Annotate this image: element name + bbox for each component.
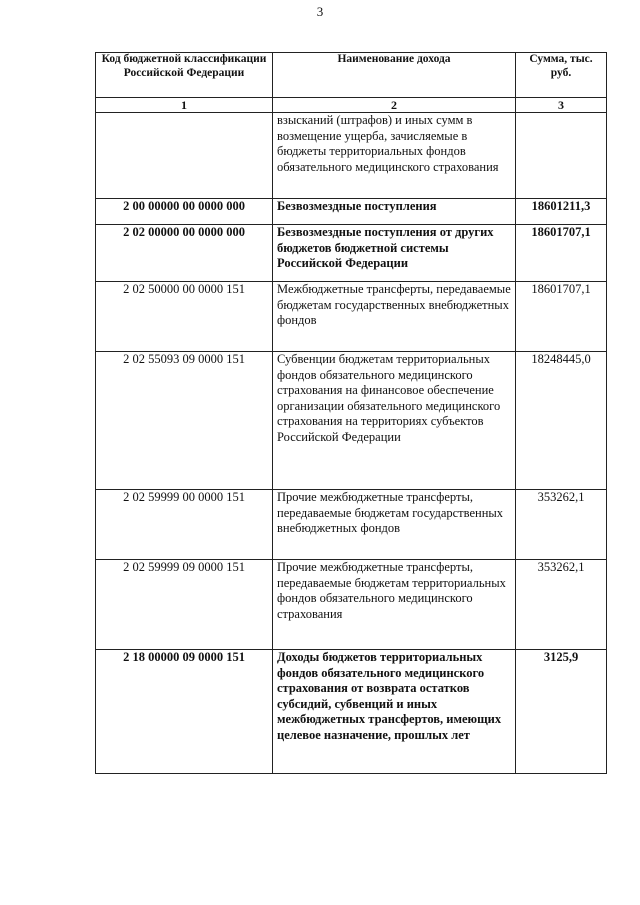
row-amount: 18601211,3 — [516, 199, 607, 225]
row-name: Прочие межбюджетные трансферты, передаваемые бюджетам территориальных фондов обязательного медицинского страхования — [273, 560, 516, 650]
column-number-row — [96, 98, 607, 113]
row-amount: 18601707,1 — [516, 282, 607, 352]
table-row — [96, 490, 607, 560]
row-code: 2 18 00000 09 0000 151 — [96, 650, 273, 774]
row-code: 2 02 00000 00 0000 000 — [96, 225, 273, 282]
row-amount: 353262,1 — [516, 490, 607, 560]
row-code — [96, 113, 273, 199]
row-code: 2 02 59999 00 0000 151 — [96, 490, 273, 560]
column-number: 2 — [273, 98, 516, 113]
header-code: Код бюджетной классификации Российской Федерации — [96, 53, 273, 98]
page-number: 3 — [316, 4, 324, 19]
row-code: 2 02 55093 09 0000 151 — [96, 352, 273, 490]
row-code: 2 00 00000 00 0000 000 — [96, 199, 273, 225]
column-number: 1 — [96, 98, 273, 113]
table-row — [96, 113, 607, 199]
table-header-row — [96, 53, 607, 98]
table-row — [96, 560, 607, 650]
row-amount: 353262,1 — [516, 560, 607, 650]
row-name: взысканий (штрафов) и иных сумм в возмещение ущерба, зачисляемые в бюджеты территориальных фондов обязательного медицинского страхования — [273, 113, 516, 199]
table-row — [96, 225, 607, 282]
row-amount: 18248445,0 — [516, 352, 607, 490]
revenue-table — [95, 52, 607, 774]
row-name: Межбюджетные трансферты, передаваемые бюджетам государственных внебюджетных фондов — [273, 282, 516, 352]
row-code: 2 02 59999 09 0000 151 — [96, 560, 273, 650]
row-name: Безвозмездные поступления — [273, 199, 516, 225]
column-number: 3 — [516, 98, 607, 113]
row-name: Субвенции бюджетам территориальных фондов обязательного медицинского страхования на финансовое обеспечение организации обязательного медицинского страхования на территориях субъектов Российской Федерации — [273, 352, 516, 490]
table-row — [96, 282, 607, 352]
table-row — [96, 352, 607, 490]
row-code: 2 02 50000 00 0000 151 — [96, 282, 273, 352]
row-name: Прочие межбюджетные трансферты, передаваемые бюджетам государственных внебюджетных фондов — [273, 490, 516, 560]
table-row — [96, 199, 607, 225]
header-amount: Сумма, тыс. руб. — [516, 53, 607, 98]
row-name: Безвозмездные поступления от других бюджетов бюджетной системы Российской Федерации — [273, 225, 516, 282]
row-amount: 18601707,1 — [516, 225, 607, 282]
row-amount — [516, 113, 607, 199]
row-amount: 3125,9 — [516, 650, 607, 774]
table-row — [96, 650, 607, 774]
row-name: Доходы бюджетов территориальных фондов обязательного медицинского страхования от возврата остатков субсидий, субвенций и иных межбюджетных трансфертов, имеющих целевое назначение, прошлых лет — [273, 650, 516, 774]
header-name: Наименование дохода — [273, 53, 516, 98]
